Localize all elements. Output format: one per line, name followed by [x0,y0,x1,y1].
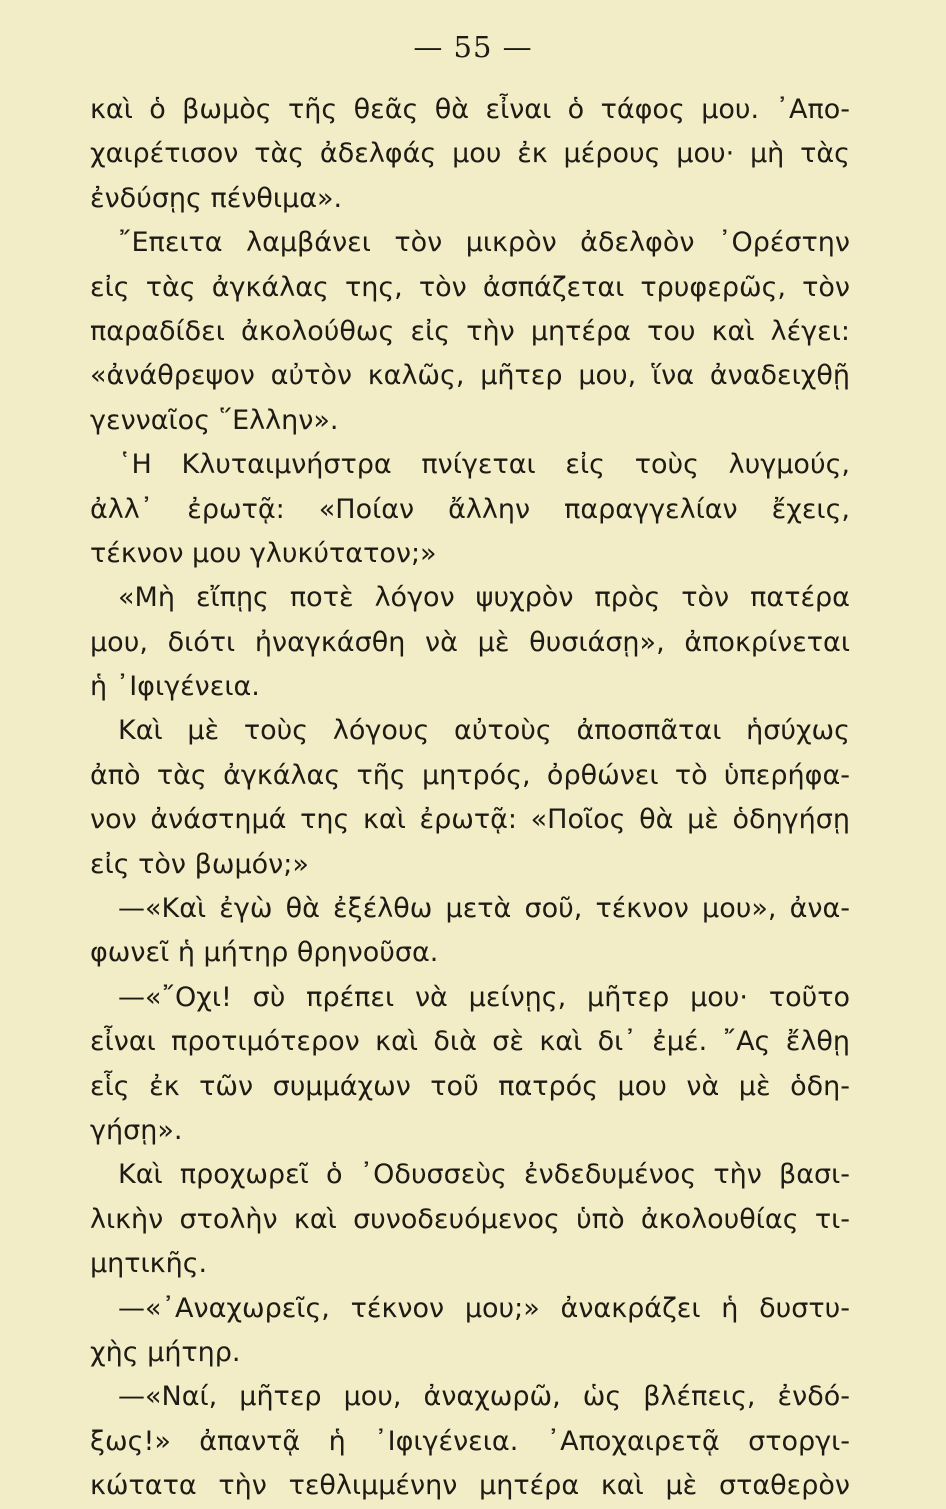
text-line: καὶ ὁ βωμὸς τῆς θεᾶς θὰ εἶναι ὁ τάφος μου. ᾿Απο- [90,94,850,125]
text-line: χαιρέτισον τὰς ἀδελφάς μου ἐκ μέρους μου· μὴ τὰς [90,138,850,170]
text-line: ἀλλ᾿ ἐρωτᾷ: «Ποίαν ἄλλην παραγγελίαν ἔχεις, [90,493,850,525]
text-line: ἀπὸ τὰς ἀγκάλας τῆς μητρός, ὀρθώνει τὸ ὑπερήφα- [90,759,850,791]
text-line: εἰς τὸν βωμόν;» [90,848,309,880]
text-line: ῎Επειτα λαμβάνει τὸν μικρὸν ἀδελφὸν ᾿Ορέστην [118,227,850,259]
text-line: «ἀνάθρεψον αὐτὸν καλῶς, μῆτερ μου, ἵνα ἀναδειχθῇ [90,360,850,392]
text-line: εἶναι προτιμότερον καὶ διὰ σὲ καὶ δι᾿ ἐμέ. ῎Ας ἔλθῃ [90,1026,850,1058]
text-line: Καὶ προχωρεῖ ὁ ᾿Οδυσσεὺς ἐνδεδυμένος τὴν βασι- [118,1159,850,1191]
text-line: εἷς ἐκ τῶν συμμάχων τοῦ πατρός μου νὰ μὲ ὁδη- [90,1070,850,1102]
page-number: — 55 — [413,30,533,64]
body-text [90,88,850,1509]
text-line: μου, διότι ἠναγκάσθη νὰ μὲ θυσιάσῃ», ἀποκρίνεται [90,626,850,658]
text-line: φωνεῖ ἡ μήτηρ θρηνοῦσα. [90,937,439,969]
text-line: μητικῆς. [90,1248,208,1280]
text-line: —«Καὶ ἐγὼ θὰ ἐξέλθω μετὰ σοῦ, τέκνον μου», ἀνα- [118,893,850,925]
text-line: κώτατα τὴν τεθλιμμένην μητέρα καὶ μὲ σταθερὸν [90,1470,850,1502]
text-line: —«᾿Αναχωρεῖς, τέκνον μου;» ἀνακράζει ἡ δυστυ- [118,1292,850,1324]
text-line: ἐνδύσῃς πένθιμα». [90,182,343,214]
text-line: λικὴν στολὴν καὶ συνοδευόμενος ὑπὸ ἀκολουθίας τι- [90,1203,850,1235]
text-line: ἡ ᾿Ιφιγένεια. [90,671,260,703]
text-line: «Μὴ εἴπῃς ποτὲ λόγον ψυχρὸν πρὸς τὸν πατέρα [118,582,850,614]
text-line: Καὶ μὲ τοὺς λόγους αὐτοὺς ἀποσπᾶται ἡσύχως [118,715,850,747]
text-line: χὴς μήτηρ. [90,1336,241,1368]
text-line: εἰς τὰς ἀγκάλας της, τὸν ἀσπάζεται τρυφερῶς, τὸν [90,271,850,303]
text-line: γενναῖος ῞Ελλην». [90,404,339,436]
text-line: γήσῃ». [90,1114,183,1146]
text-line: —«῎Οχι! σὺ πρέπει νὰ μείνῃς, μῆτερ μου· τοῦτο [118,981,850,1013]
text-line: νον ἀνάστημά της καὶ ἐρωτᾷ: «Ποῖος θὰ μὲ ὁδηγήσῃ [90,804,850,836]
text-line: ξως!» ἀπαντᾷ ἡ ᾿Ιφιγένεια. ᾿Αποχαιρετᾷ στοργι- [90,1425,850,1457]
text-line: —«Ναί, μῆτερ μου, ἀναχωρῶ, ὡς βλέπεις, ἐνδό- [118,1381,850,1413]
text-line: ῾Η Κλυταιμνήστρα πνίγεται εἰς τοὺς λυγμούς, [118,449,850,481]
text-line: τέκνον μου γλυκύτατον;» [90,537,437,569]
text-line: παραδίδει ἀκολούθως εἰς τὴν μητέρα του καὶ λέγει: [90,315,850,347]
